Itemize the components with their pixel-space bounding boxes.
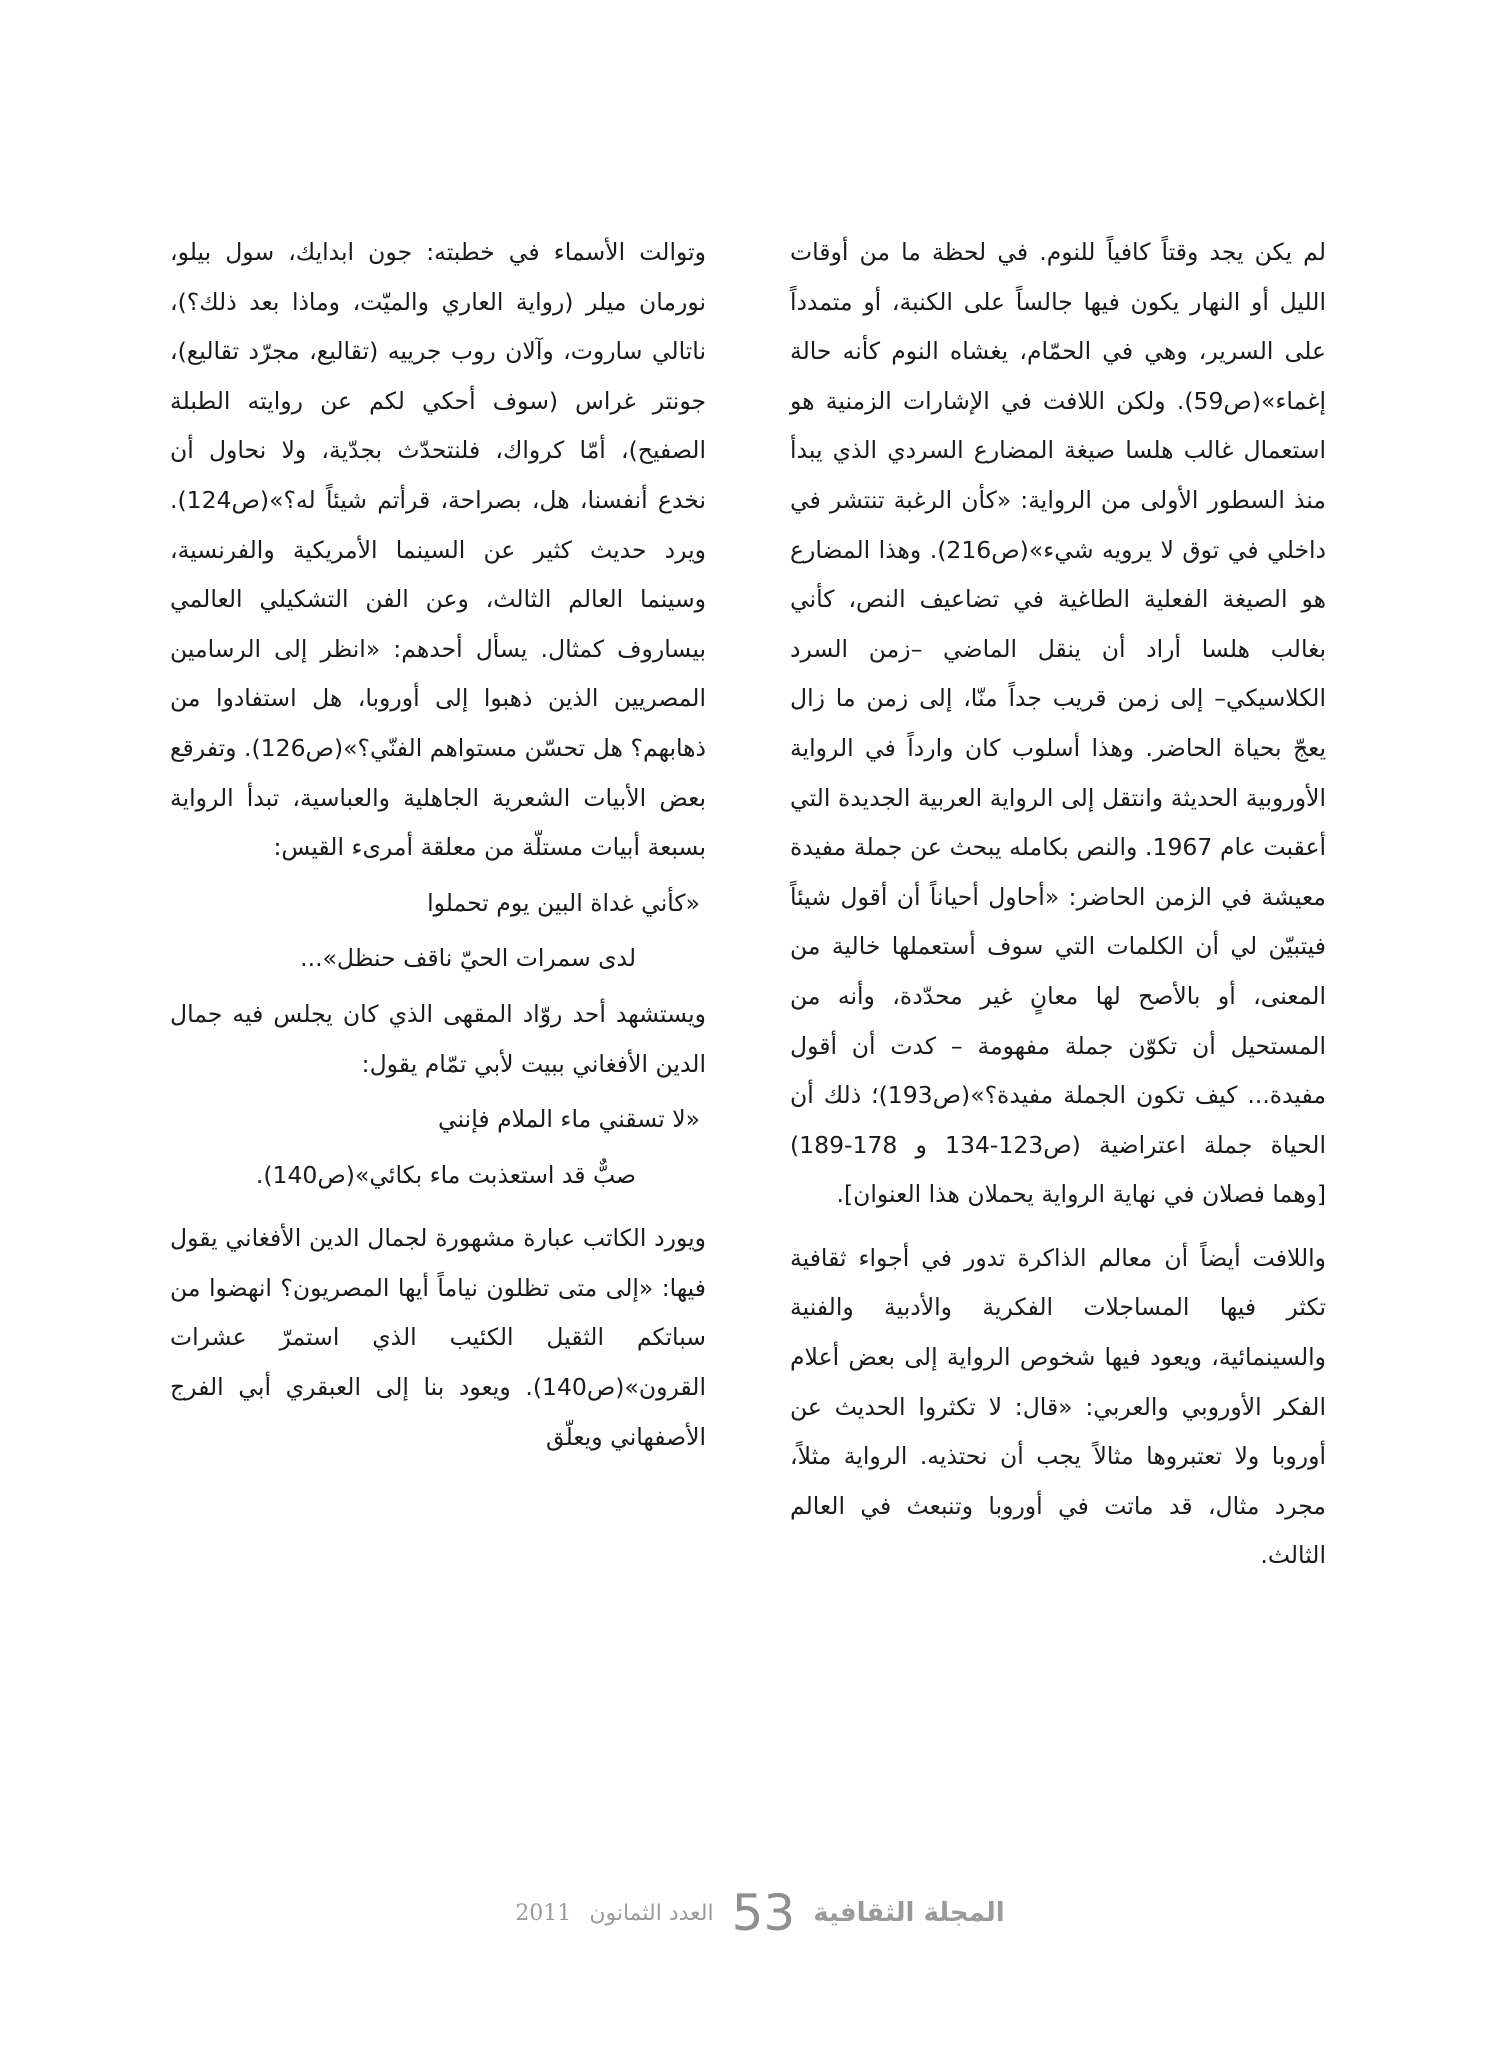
verse-line: صبٌّ قد استعذبت ماء بكائي»(ص140). xyxy=(255,1160,636,1189)
left-column xyxy=(170,228,706,1462)
page-footer xyxy=(430,1885,1090,1941)
paragraph: لم يكن يجد وقتاً كافياً للنوم. في لحظة ما من أوقات الليل أو النهار يكون فيها جالساً على الكنبة، أو متمدداً على السرير، وهي في الحمّام، يغشاه النوم كأنه حالة إغماء»(ص59). ولكن اللافت في الإشارات الزمنية هو استعمال غالب هلسا صيغة المضارع السردي الذي يبدأ منذ السطور الأولى من الرواية: «كأن الرغبة تنتشر في داخلي في توق لا يرويه شيء»(ص216). وهذا المضارع هو الصيغة الفعلية الطاغية في تضاعيف النص، كأني بغالب هلسا أراد أن ينقل الماضي –زمن السرد الكلاسيكي– إلى زمن قريب جداً منّا، إلى زمن ما زال يعجّ بحياة الحاضر. وهذا أسلوب كان وارداً في الرواية الأوروبية الحديثة وانتقل إلى الرواية العربية الجديدة التي أعقبت عام 1967. والنص بكامله يبحث عن جملة مفيدة معيشة في الزمن الحاضر: «أحاول أحياناً أن أقول شيئاً فيتبيّن لي أن الكلمات التي سوف أستعملها خالية من المعنى، أو بالأصح لها معانٍ غير محدّدة، وأنه من المستحيل أن تكوّن جملة مفهومة – كدت أن أقول مفيدة... كيف تكون الجملة مفيدة؟»(ص193)؛ ذلك أن الحياة جملة اعتراضية (ص123-134 و 178-189) [وهما فصلان في نهاية الرواية يحملان هذا العنوان]. xyxy=(790,238,1326,1209)
verse-line: «كأني غداة البين يوم تحملوا xyxy=(427,888,700,917)
paragraph: واللافت أيضاً أن معالم الذاكرة تدور في أجواء ثقافية تكثر فيها المساجلات الفكرية والأدبية والفنية والسينمائية، ويعود فيها شخوص الرواية إلى بعض أعلام الفكر الأوروبي والعربي: «قال: لا تكثروا الحديث عن أوروبا ولا تعتبروها مثالاً يجب أن نحتذيه. الرواية مثلاً، مجرد مثال، قد ماتت في أوروبا وتنبعث في العالم الثالث. xyxy=(790,1243,1326,1570)
paragraph: ويستشهد أحد روّاد المقهى الذي كان يجلس فيه جمال الدين الأفغاني ببيت لأبي تمّام يقول: xyxy=(170,999,706,1078)
paragraph: وتوالت الأسماء في خطبته: جون ابدايك، سول بيلو، نورمان ميلر (رواية العاري والميّت، وماذا بعد ذلك؟)، ناتالي ساروت، وآلان روب جرييه (تقاليع، مجرّد تقاليع)، جونتر غراس (سوف أحكي لكم عن روايته الطبلة الصفيح)، أمّا كرواك، فلنتحدّث بجدّية، ولا نحاول أن نخدع أنفسنا، هل، بصراحة، قرأتم شيئاً له؟»(ص124). ويرد حديث كثير عن السينما الأمريكية والفرنسية، وسينما العالم الثالث، وعن الفن التشكيلي العالمي بيساروف كمثال. يسأل أحدهم: «انظر إلى الرسامين المصريين الذين ذهبوا إلى أوروبا، هل استفادوا من ذهابهم؟ هل تحسّن مستواهم الفنّي؟»(ص126). وتفرقع بعض الأبيات الشعرية الجاهلية والعباسية، تبدأ الرواية بسبعة أبيات مستلّة من معلقة أمرىء القيس: xyxy=(170,238,706,862)
verse-line: لدى سمرات الحيّ ناقف حنظل»... xyxy=(300,944,636,973)
right-column xyxy=(790,228,1326,1581)
issue-label: العدد الثمانون xyxy=(589,1900,714,1926)
page-number: 53 xyxy=(731,1884,796,1942)
magazine-title: المجلة الثقافية xyxy=(813,1898,1005,1928)
issue-year: 2011 xyxy=(515,1900,572,1926)
verse-line: «لا تسقني ماء الملام فإنني xyxy=(438,1105,700,1134)
paragraph: ويورد الكاتب عبارة مشهورة لجمال الدين الأفغاني يقول فيها: «إلى متى تظلون نياماً أيها المصريون؟ انهضوا من سباتكم الثقيل الكئيب الذي استمرّ عشرات القرون»(ص140). ويعود بنا إلى العبقري أبي الفرج الأصفهاني ويعلّق xyxy=(170,1224,706,1451)
